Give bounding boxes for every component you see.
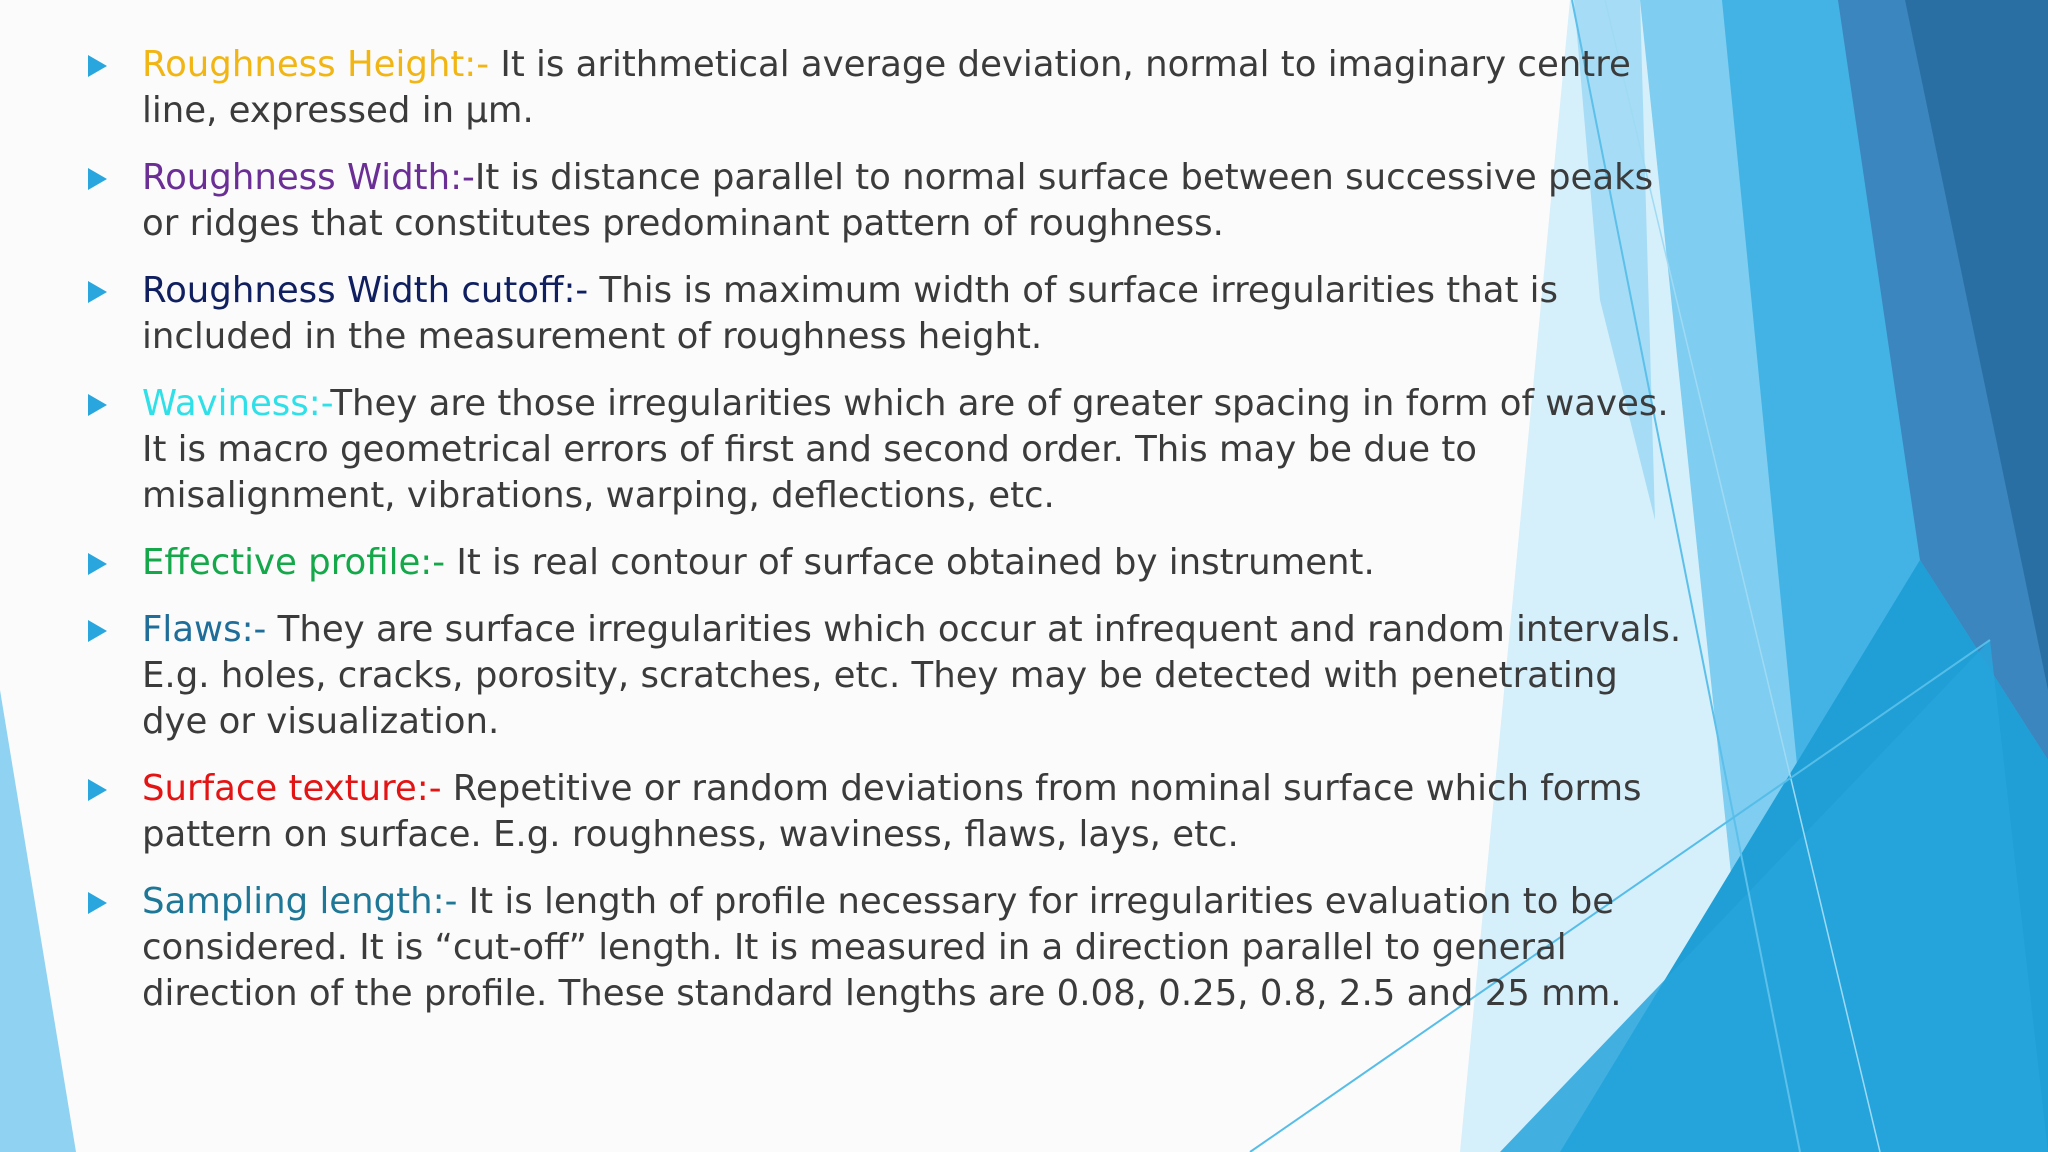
bullet-flaws bbox=[84, 607, 1684, 745]
definition-text: It is distance parallel to normal surface between successive peaks or ridges that constitutes predominant pattern of roughness. bbox=[142, 157, 1654, 244]
bullet-roughness-height bbox=[84, 42, 1684, 134]
bullet-surface-texture bbox=[84, 766, 1684, 858]
term-label: Roughness Height:- bbox=[142, 44, 490, 85]
term-label: Roughness Width:- bbox=[142, 157, 475, 198]
triangle-right-icon bbox=[88, 55, 107, 77]
left-accent-shape bbox=[0, 690, 76, 1152]
triangle-right-icon bbox=[88, 779, 107, 801]
triangle-right-icon bbox=[88, 553, 107, 575]
definition-text: Repetitive or random deviations from nominal surface which forms pattern on surface. E.g. roughness, waviness, flaws, lays, etc. bbox=[142, 768, 1642, 855]
bullet-effective-profile bbox=[84, 540, 1684, 586]
definition-text: It is arithmetical average deviation, normal to imaginary centre line, expressed in µm. bbox=[142, 44, 1631, 131]
definition-text: This is maximum width of surface irregularities that is included in the measurement of roughness height. bbox=[142, 270, 1559, 357]
bullet-list bbox=[84, 42, 1684, 1038]
bullet-waviness bbox=[84, 381, 1684, 519]
bullet-sampling-length bbox=[84, 879, 1684, 1017]
term-label: Effective profile:- bbox=[142, 542, 446, 583]
term-label: Sampling length:- bbox=[142, 881, 458, 922]
term-label: Roughness Width cutoff:- bbox=[142, 270, 589, 311]
triangle-right-icon bbox=[88, 620, 107, 642]
term-label: Surface texture:- bbox=[142, 768, 442, 809]
definition-text: They are those irregularities which are of greater spacing in form of waves. It is macro geometrical errors of first and second order. This may be due to misalignment, vibrations, warping, deflections, etc. bbox=[142, 383, 1669, 516]
bullet-roughness-width-cutoff bbox=[84, 268, 1684, 360]
term-label: Flaws:- bbox=[142, 609, 267, 650]
term-label: Waviness:- bbox=[142, 383, 331, 424]
triangle-right-icon bbox=[88, 394, 107, 416]
bullet-roughness-width bbox=[84, 155, 1684, 247]
triangle-right-icon bbox=[88, 892, 107, 914]
definition-text: It is real contour of surface obtained by instrument. bbox=[445, 542, 1375, 583]
triangle-right-icon bbox=[88, 281, 107, 303]
triangle-right-icon bbox=[88, 168, 107, 190]
definition-text: It is length of profile necessary for irregularities evaluation to be considered. It is “cut-off” length. It is measured in a direction parallel to general direction of the profile. These standard lengths are 0.08, 0.25, 0.8, 2.5 and 25 mm. bbox=[142, 881, 1622, 1014]
definition-text: They are surface irregularities which occur at infrequent and random intervals. E.g. holes, cracks, porosity, scratches, etc. They may be detected with penetrating dye or visualization. bbox=[142, 609, 1682, 742]
